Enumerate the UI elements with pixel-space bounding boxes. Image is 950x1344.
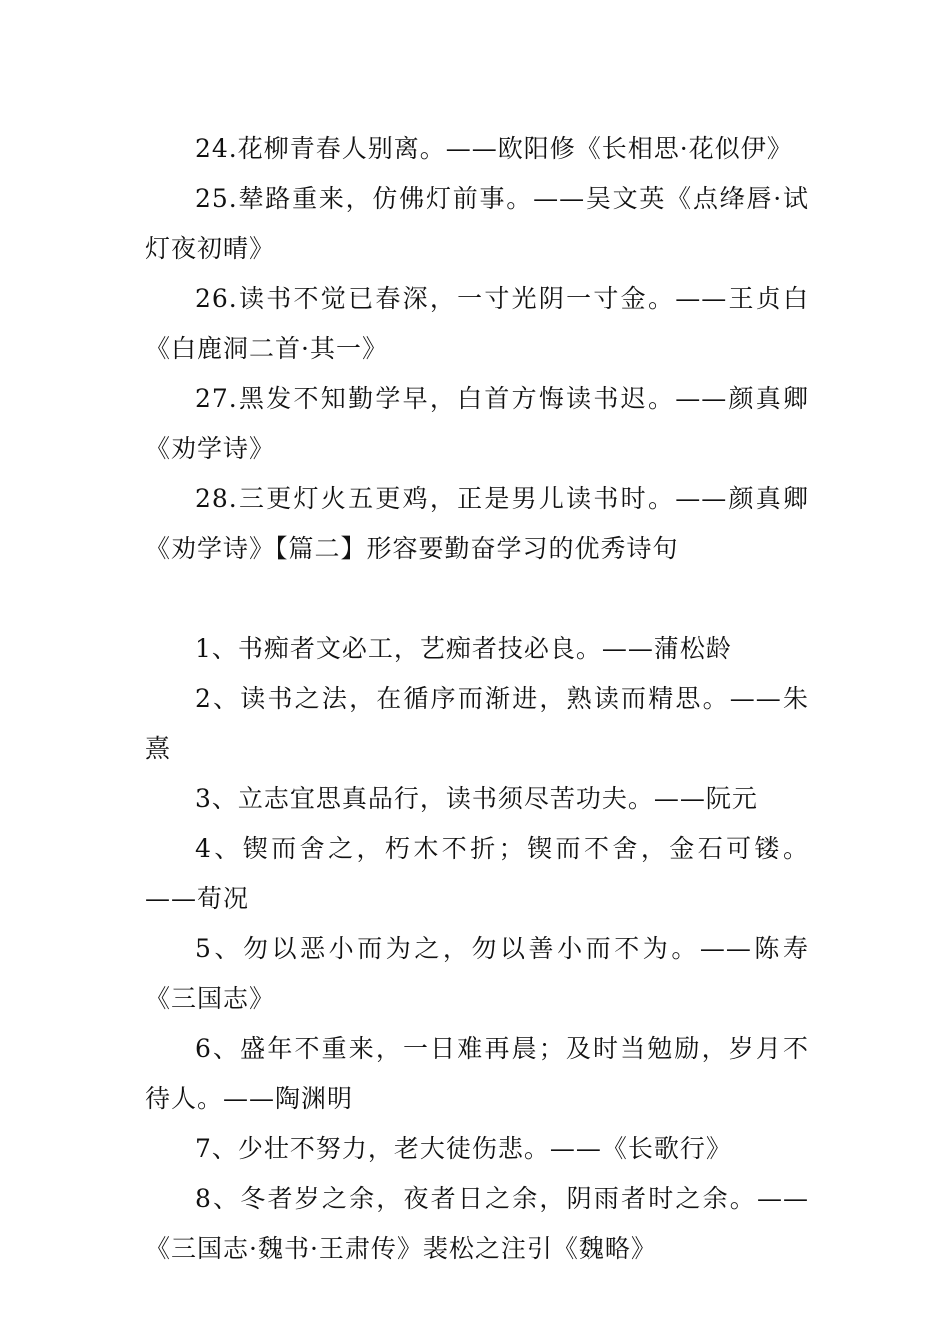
poem-line-28: 28.三更灯火五更鸡，正是男儿读书时。——颜真卿《劝学诗》【篇二】形容要勤奋学习的优秀诗句 <box>145 484 809 563</box>
poem-line-25: 25.辇路重来，仿佛灯前事。——吴文英《点绛唇·试灯夜初晴》 <box>145 184 809 263</box>
quote-line-7: 7、少壮不努力，老大徒伤悲。——《长歌行》 <box>195 1134 732 1163</box>
quote-line-2: 2、读书之法，在循序而渐进，熟读而精思。——朱熹 <box>145 684 809 763</box>
quote-line-8: 8、冬者岁之余，夜者日之余，阴雨者时之余。——《三国志·魏书·王肃传》裴松之注引《魏略》 <box>145 1184 809 1263</box>
quote-line-6: 6、盛年不重来，一日难再晨；及时当勉励，岁月不待人。——陶渊明 <box>145 1034 809 1113</box>
quote-line-5: 5、勿以恶小而为之，勿以善小而不为。——陈寿《三国志》 <box>145 934 809 1013</box>
document-body <box>145 124 809 1274</box>
quote-line-1: 1、书痴者文必工，艺痴者技必良。——蒲松龄 <box>195 634 732 663</box>
poem-line-26: 26.读书不觉已春深，一寸光阴一寸金。——王贞白《白鹿洞二首·其一》 <box>145 284 809 363</box>
poem-line-24: 24.花柳青春人别离。——欧阳修《长相思·花似伊》 <box>195 134 793 163</box>
quote-line-3: 3、立志宜思真品行，读书须尽苦功夫。——阮元 <box>195 784 758 813</box>
quote-line-4: 4、锲而舍之，朽木不折；锲而不舍，金石可镂。——荀况 <box>145 834 809 913</box>
poem-line-27: 27.黑发不知勤学早，白首方悔读书迟。——颜真卿《劝学诗》 <box>145 384 809 463</box>
section-spacer <box>145 574 809 624</box>
